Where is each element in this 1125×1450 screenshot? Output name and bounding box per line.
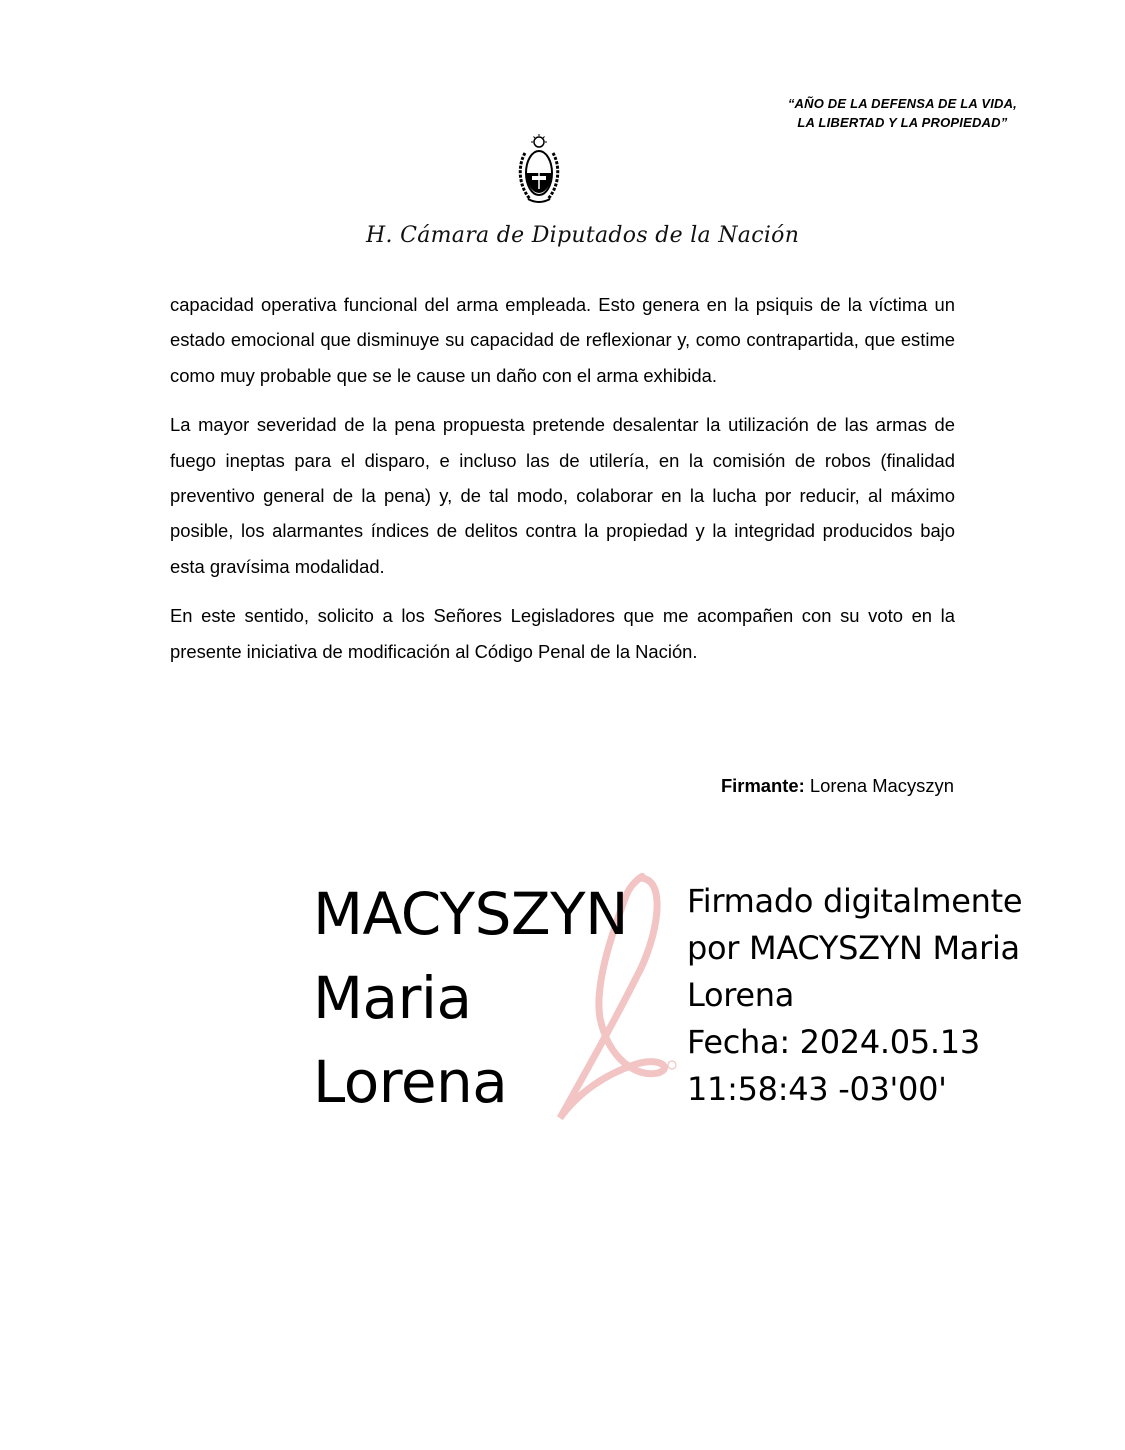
body-paragraph: La mayor severidad de la pena propuesta pretende desalentar la utilización de las armas de fuego ineptas para el disparo, e incluso las de utilería, en la comisión de robos (finalidad preventivo general de la pena) y, de tal modo, colaborar en la lucha por reducir, al máximo posible, los alarmantes índices de delitos contra la propiedad y la integridad producidos bajo esta gravísima modalidad.	[170, 414, 955, 577]
national-coat-of-arms-icon	[516, 133, 562, 207]
motto-line-2: LA LIBERTAD Y LA PROPIEDAD”	[797, 115, 1008, 130]
signature-name-line: Maria	[313, 964, 472, 1032]
signature-detail-line: 11:58:43 -03'00'	[687, 1070, 947, 1108]
header-motto	[788, 94, 1017, 132]
signature-detail-line: por MACYSZYN Maria	[687, 929, 1020, 967]
body-paragraph: En este sentido, solicito a los Señores Legisladores que me acompañen con su voto en la presente iniciativa de modificación al Código Penal de la Nación.	[170, 605, 955, 662]
chamber-name: H. Cámara de Diputados de la Nación	[366, 223, 800, 248]
signer-label: Firmante:	[720, 775, 805, 796]
signature-detail-line: Fecha: 2024.05.13	[687, 1023, 980, 1061]
signature-name-line: Lorena	[313, 1048, 508, 1116]
signer-line	[721, 775, 954, 797]
motto-line-1: “AÑO DE LA DEFENSA DE LA VIDA,	[787, 96, 1017, 111]
signature-detail-line: Firmado digitalmente	[687, 882, 1023, 920]
signature-name-line: MACYSZYN	[313, 880, 628, 948]
body-paragraph: capacidad operativa funcional del arma empleada. Esto genera en la psiquis de la víctima un estado emocional que disminuye su capacidad de reflexionar y, como contrapartida, que estime como muy probable que se le cause un daño con el arma exhibida.	[170, 294, 955, 386]
document-body	[170, 287, 955, 683]
signature-detail-line: Lorena	[687, 976, 795, 1014]
signer-name: Lorena Macyszyn	[809, 775, 954, 796]
digital-signature-details	[687, 878, 1022, 1113]
digital-signature-name	[313, 872, 628, 1124]
